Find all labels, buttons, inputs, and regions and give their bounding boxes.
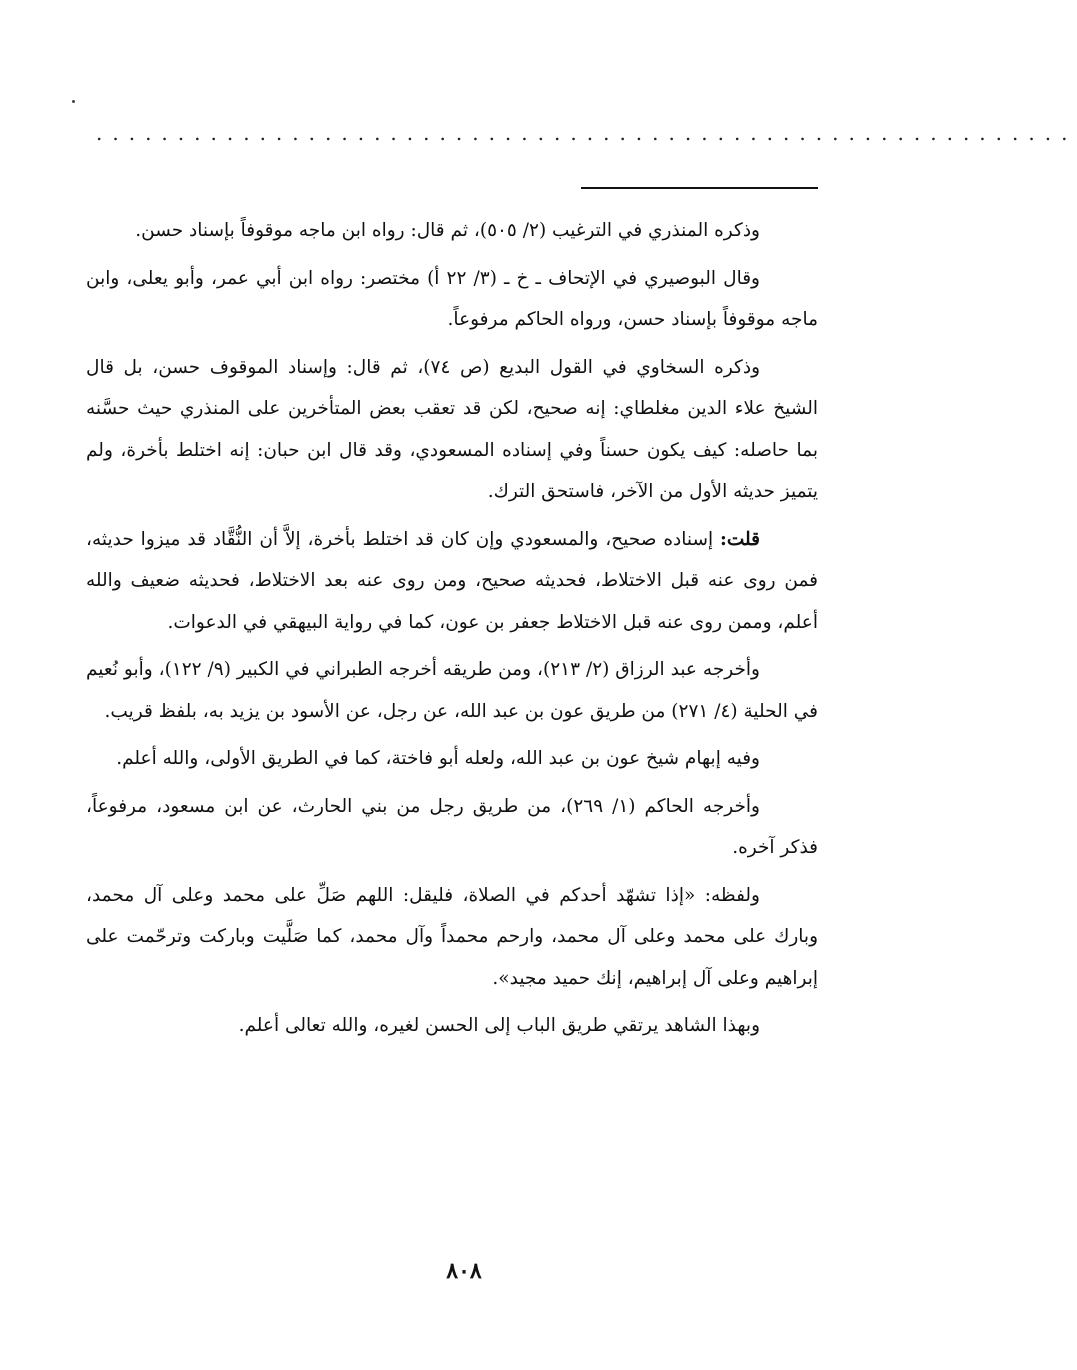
- paragraph: [86, 347, 818, 513]
- paragraph-text: وأخرجه عبد الرزاق (٢/ ٢١٣)، ومن طريقه أخرجه الطبراني في الكبير (٩/ ١٢٢)، وأبو نُعيم في الحلية (٤/ ٢٧١) من طريق عون بن عبد الله، عن رجل، عن الأسود بن يزيد به، بلفظ قريب.: [86, 659, 818, 722]
- paragraph-text: وذكره السخاوي في القول البديع (ص ٧٤)، ثم قال: وإسناد الموقوف حسن، بل قال الشيخ علاء الدين مغلطاي: إنه صحيح، لكن قد تعقب بعض المتأخرين على المنذري حيث حسَّنه بما حاصله: كيف يكون حسناً وفي إسناده المسعودي، وقد قال ابن حبان: إنه اختلط بأخرة، ولم يتميز حديثه الأول من الآخر، فاستحق الترك.: [86, 356, 818, 502]
- dotted-separator: ............................................................: [96, 121, 1077, 145]
- paragraph-lead: قلت:: [720, 528, 761, 550]
- paragraph: [86, 210, 818, 252]
- paragraph: [86, 786, 818, 869]
- paragraph-text: وأخرجه الحاكم (١/ ٢٦٩)، من طريق رجل من بني الحارث، عن ابن مسعود، مرفوعاً، فذكر آخره.: [86, 795, 818, 858]
- paragraph-text: ولفظه: «إذا تشهّد أحدكم في الصلاة، فليقل: اللهم صَلِّ على محمد وعلى آل محمد، وبارك على محمد وعلى آل محمد، وارحم محمداً وآل محمد، كما صَلَّيت وباركت وترحّمت على إبراهيم وعلى آل إبراهيم، إنك حميد مجيد».: [86, 884, 818, 989]
- stray-mark: [72, 100, 75, 103]
- paragraph-text: وذكره المنذري في الترغيب (٢/ ٥٠٥)، ثم قال: رواه ابن ماجه موقوفاً بإسناد حسن.: [135, 220, 760, 241]
- paragraph-text: وبهذا الشاهد يرتقي طريق الباب إلى الحسن لغيره، والله تعالى أعلم.: [238, 1015, 760, 1036]
- paragraph-text: وفيه إبهام شيخ عون بن عبد الله، ولعله أبو فاختة، كما في الطريق الأولى، والله أعلم.: [116, 748, 760, 769]
- paragraph-text: وقال البوصيري في الإتحاف ـ خ ـ (٣/ ٢٢ أ) مختصر: رواه ابن أبي عمر، وأبو يعلى، وابن ماجه موقوفاً بإسناد حسن، ورواه الحاكم مرفوعاً.: [86, 267, 818, 330]
- paragraph: [86, 649, 818, 732]
- paragraph: [86, 519, 818, 644]
- footnote-text: [86, 210, 818, 1053]
- page-number: ٨٠٨: [446, 1258, 482, 1284]
- paragraph: [86, 1005, 818, 1047]
- paragraph: [86, 875, 818, 1000]
- paragraph: [86, 258, 818, 341]
- footnote-rule: [581, 187, 818, 189]
- paragraph: [86, 738, 818, 780]
- paragraph-text: إسناده صحيح، والمسعودي وإن كان قد اختلط بأخرة، إلاَّ أن النُّقَّاد قد ميزوا حديثه، فمن روى عنه قبل الاختلاط، فحديثه صحيح، ومن روى عنه بعد الاختلاط، فحديثه ضعيف والله أعلم، وممن روى عنه قبل الاختلاط جعفر بن عون، كما في رواية البيهقي في الدعوات.: [86, 528, 818, 633]
